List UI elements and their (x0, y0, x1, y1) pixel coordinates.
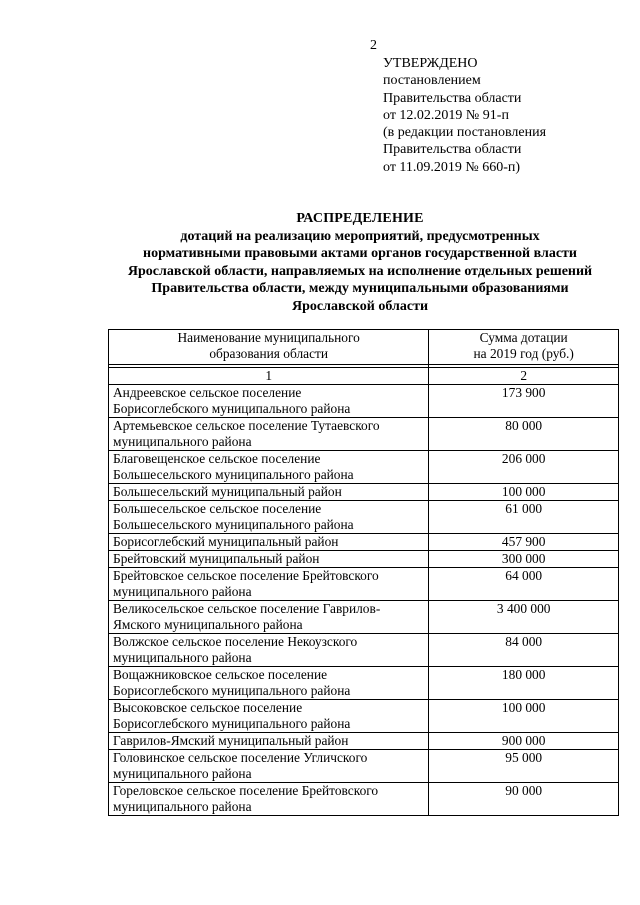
title-line: нормативными правовыми актами органов государственной власти (143, 246, 577, 261)
table-row (109, 385, 619, 418)
header-line: Сумма дотации (479, 330, 568, 345)
municipality-name-cell (109, 484, 429, 501)
municipality-name-line: Борисоглебского муниципального района (113, 401, 351, 416)
municipality-name-line: Волжское сельское поселение Некоузского (113, 634, 358, 649)
municipality-name-line: Большесельского муниципального района (113, 517, 354, 532)
municipality-name-line: муниципального района (113, 584, 252, 599)
page-number: 2 (370, 38, 377, 53)
municipality-name-line: Вощажниковское сельское поселение (113, 667, 328, 682)
title-line: Ярославской области (291, 298, 429, 314)
column-number: 2 (429, 368, 619, 385)
table-row (109, 568, 619, 601)
table-row (109, 451, 619, 484)
column-number: 1 (109, 368, 429, 385)
municipality-name-cell (109, 601, 429, 634)
subsidy-amount-cell: 900 000 (429, 733, 619, 750)
municipality-name-line: муниципального района (113, 799, 252, 814)
municipality-name-cell (109, 534, 429, 551)
municipality-name-line: Большесельского муниципального района (113, 467, 354, 482)
table-row (109, 750, 619, 783)
table-header-row (109, 330, 619, 365)
municipality-name-line: Борисоглебского муниципального района (113, 716, 351, 731)
table-row (109, 534, 619, 551)
header-line: на 2019 год (руб.) (473, 346, 574, 361)
title-line: Правительства области, между муниципальными образованиями (151, 281, 569, 296)
municipality-name-cell (109, 667, 429, 700)
municipality-name-line: Гореловское сельское поселение Брейтовского (113, 783, 379, 798)
title-line: дотаций на реализацию мероприятий, предусмотренных (180, 228, 540, 244)
distribution-table (108, 329, 619, 816)
approval-line: УТВЕРЖДЕНО (383, 56, 478, 71)
subsidy-amount-cell: 64 000 (429, 568, 619, 601)
municipality-name-line: Брейтовское сельское поселение Брейтовского (113, 568, 379, 583)
subsidy-amount-cell: 206 000 (429, 451, 619, 484)
municipality-name-cell (109, 551, 429, 568)
table-row (109, 601, 619, 634)
municipality-name-cell (109, 451, 429, 484)
table-row (109, 551, 619, 568)
subsidy-amount-cell: 180 000 (429, 667, 619, 700)
municipality-name-cell (109, 783, 429, 816)
municipality-name-line: Благовещенское сельское поселение (113, 451, 321, 466)
approval-block (383, 55, 546, 176)
title-main: РАСПРЕДЕЛЕНИЕ (296, 211, 424, 226)
subsidy-amount-cell: 84 000 (429, 634, 619, 667)
subsidy-amount-cell: 300 000 (429, 551, 619, 568)
document-title (100, 210, 620, 315)
table-row (109, 501, 619, 534)
municipality-name-cell (109, 385, 429, 418)
subsidy-amount-cell: 173 900 (429, 385, 619, 418)
table-row (109, 484, 619, 501)
municipality-name-line: муниципального района (113, 434, 252, 449)
municipality-name-cell (109, 750, 429, 783)
approval-line: от 11.09.2019 № 660-п) (383, 159, 521, 175)
table-body (109, 365, 619, 816)
table-row (109, 418, 619, 451)
municipality-name-line: Андреевское сельское поселение (113, 385, 302, 400)
table-row (109, 634, 619, 667)
municipality-name-cell (109, 634, 429, 667)
header-name-column (109, 330, 429, 365)
column-number-row (109, 368, 619, 385)
approval-line: от 12.02.2019 № 91-п (383, 107, 509, 123)
municipality-name-line: Артемьевское сельское поселение Тутаевского (113, 418, 380, 433)
municipality-name-cell (109, 501, 429, 534)
subsidy-amount-cell: 100 000 (429, 700, 619, 733)
municipality-name-line: Большесельский муниципальный район (113, 484, 342, 499)
approval-line: Правительства области (383, 90, 522, 106)
header-amount-column (429, 330, 619, 365)
table-row (109, 783, 619, 816)
municipality-name-line: Высоковское сельское поселение (113, 700, 303, 715)
municipality-name-line: Большесельское сельское поселение (113, 501, 322, 516)
municipality-name-line: Великосельское сельское поселение Гаврилов- (113, 601, 381, 616)
title-line: Ярославской области, направляемых на исполнение отдельных решений (127, 263, 593, 279)
header-line: образования области (209, 346, 329, 361)
table-row (109, 700, 619, 733)
municipality-name-cell (109, 418, 429, 451)
subsidy-amount-cell: 457 900 (429, 534, 619, 551)
table-row (109, 667, 619, 700)
subsidy-amount-cell: 61 000 (429, 501, 619, 534)
subsidy-amount-cell: 90 000 (429, 783, 619, 816)
table-row (109, 733, 619, 750)
municipality-name-cell (109, 568, 429, 601)
header-line: Наименование муниципального (177, 330, 360, 345)
municipality-name-line: Борисоглебский муниципальный район (113, 534, 339, 549)
municipality-name-cell (109, 733, 429, 750)
subsidy-amount-cell: 95 000 (429, 750, 619, 783)
subsidy-amount-cell: 3 400 000 (429, 601, 619, 634)
municipality-name-cell (109, 700, 429, 733)
municipality-name-line: муниципального района (113, 650, 252, 665)
municipality-name-line: муниципального района (113, 766, 252, 781)
approval-line: Правительства области (383, 142, 522, 158)
approval-line: (в редакции постановления (383, 125, 547, 141)
municipality-name-line: Ямского муниципального района (113, 617, 303, 632)
municipality-name-line: Головинское сельское поселение Угличского (113, 750, 368, 765)
subsidy-amount-cell: 80 000 (429, 418, 619, 451)
municipality-name-line: Брейтовский муниципальный район (113, 551, 320, 566)
municipality-name-line: Борисоглебского муниципального района (113, 683, 351, 698)
subsidy-amount-cell: 100 000 (429, 484, 619, 501)
approval-line: постановлением (383, 73, 481, 89)
municipality-name-line: Гаврилов-Ямский муниципальный район (113, 733, 349, 748)
